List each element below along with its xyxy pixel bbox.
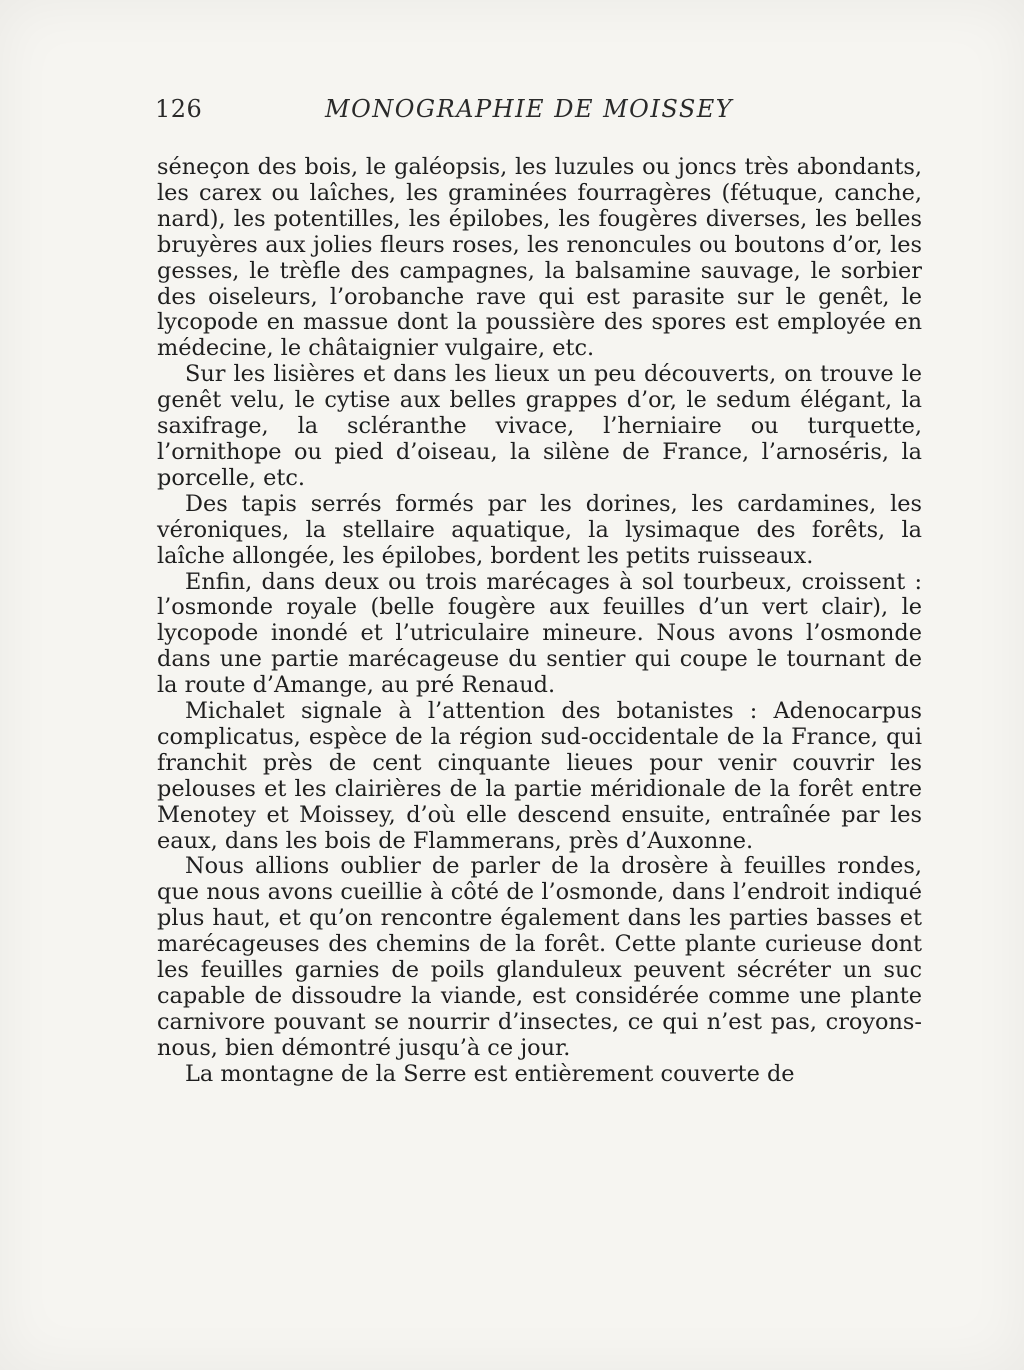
paragraph: Enfin, dans deux ou trois marécages à sol tourbeux, croissent : l’osmonde royale (belle fougère aux feuilles d’un vert clair), le lycopode inondé et l’utriculaire mineure. Nous avons l’osmonde dans une partie marécageuse du sentier qui coupe le tournant de la route d’Amange, au pré Renaud.	[157, 568, 922, 699]
page-header	[155, 95, 922, 129]
paragraph: La montagne de la Serre est entièrement couverte de	[185, 1060, 795, 1087]
paragraph: Michalet signale à l’attention des botanistes : Adenocarpus complicatus, espèce de la région sud-occidentale de la France, qui franchit près de cent cinquante lieues pour venir couvrir les pelouses et les clairières de la partie méridionale de la forêt entre Menotey et Moissey, d’où elle descend ensuite, entraînée par les eaux, dans les bois de Flammerans, près d’Auxonne.	[157, 698, 922, 854]
paragraph: Des tapis serrés formés par les dorines, les cardamines, les véroniques, la stellaire aquatique, la lysimaque des forêts, la laîche allongée, les épilobes, bordent les petits ruisseaux.	[157, 490, 922, 569]
body-text	[157, 155, 922, 1088]
paragraph: séneçon des bois, le galéopsis, les luzules ou joncs très abondants, les carex ou laîches, les graminées fourragères (fétuque, canche, nard), les potentilles, les épilobes, les fougères diverses, les belles bruyères aux jolies fleurs roses, les renoncules ou boutons d’or, les gesses, le trèfle des campagnes, la balsamine sauvage, le sorbier des oiseleurs, l’orobanche rave qui est parasite sur le genêt, le lycopode en massue dont la poussière des spores est employée en médecine, le châtaignier vulgaire, etc.	[157, 154, 922, 362]
paragraph: Sur les lisières et dans les lieux un peu découverts, on trouve le genêt velu, le cytise aux belles grappes d’or, le sedum élégant, la saxifrage, la scléranthe vivace, l’herniaire ou turquette, l’ornithope ou pied d’oiseau, la silène de France, l’arnoséris, la porcelle, etc.	[157, 361, 922, 491]
running-title: MONOGRAPHIE DE MOISSEY	[325, 95, 734, 123]
paragraph: Nous allions oublier de parler de la drosère à feuilles rondes, que nous avons cueillie à côté de l’osmonde, dans l’endroit indiqué plus haut, et qu’on rencontre également dans les parties basses et marécageuses des chemins de la forêt. Cette plante curieuse dont les feuilles garnies de poils glanduleux peuvent sécréter un suc capable de dissoudre la viande, est considérée comme une plante carnivore pouvant se nourrir d’insectes, ce qui n’est pas, croyons-nous, bien démontré jusqu’à ce jour.	[157, 853, 922, 1061]
page-number: 126	[155, 95, 203, 123]
